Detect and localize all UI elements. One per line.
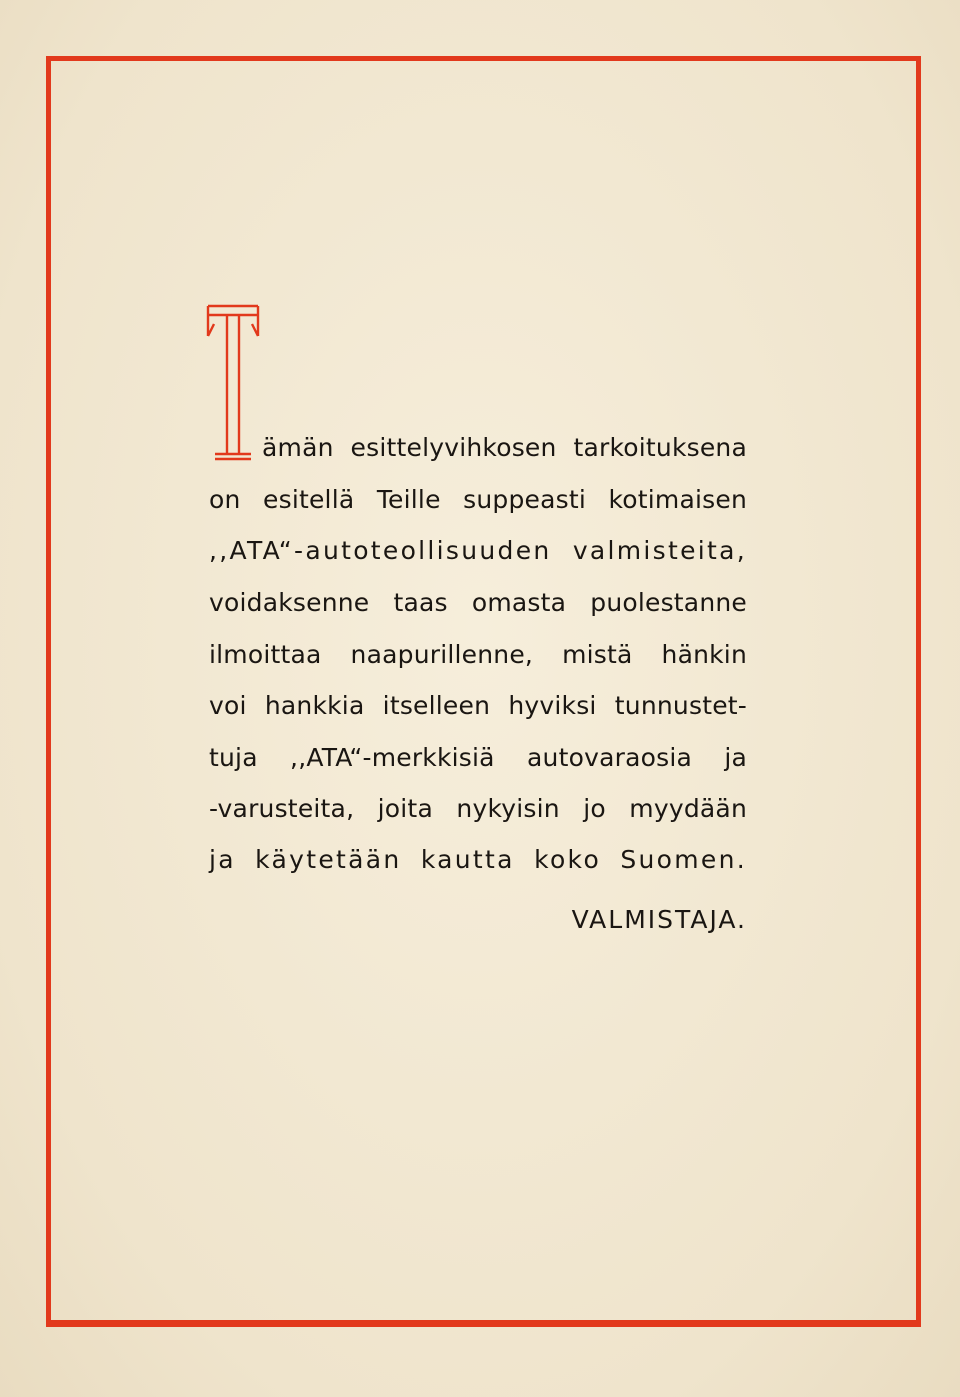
- paragraph-line-6: voi hankkia itselleen hyviksi tunnustet-: [209, 691, 747, 720]
- red-frame-left: [46, 56, 51, 1326]
- paragraph-line-7: tuja ,,ATA“-merkkisiä autovaraosia ja: [209, 743, 747, 772]
- paragraph-line-4: voidaksenne taas omasta puolestanne: [209, 588, 747, 617]
- red-frame-top: [46, 56, 921, 61]
- red-frame-bottom: [46, 1320, 921, 1327]
- signature: VALMISTAJA.: [571, 905, 747, 934]
- drop-cap-letter: [205, 302, 261, 462]
- paragraph-line-9: ja käytetään kautta koko Suomen.: [209, 845, 747, 874]
- paragraph-line-5: ilmoittaa naapurillenne, mistä hänkin: [209, 640, 747, 669]
- paragraph-line-2: on esitellä Teille suppeasti kotimaisen: [209, 485, 747, 514]
- paragraph-line-8: -varusteita, joita nykyisin jo myydään: [209, 794, 747, 823]
- paragraph-line-3: ,,ATA“-autoteollisuuden valmisteita,: [209, 536, 747, 565]
- red-frame-right: [916, 56, 921, 1326]
- paragraph-line-1: ämän esittelyvihkosen tarkoituksena: [262, 433, 747, 462]
